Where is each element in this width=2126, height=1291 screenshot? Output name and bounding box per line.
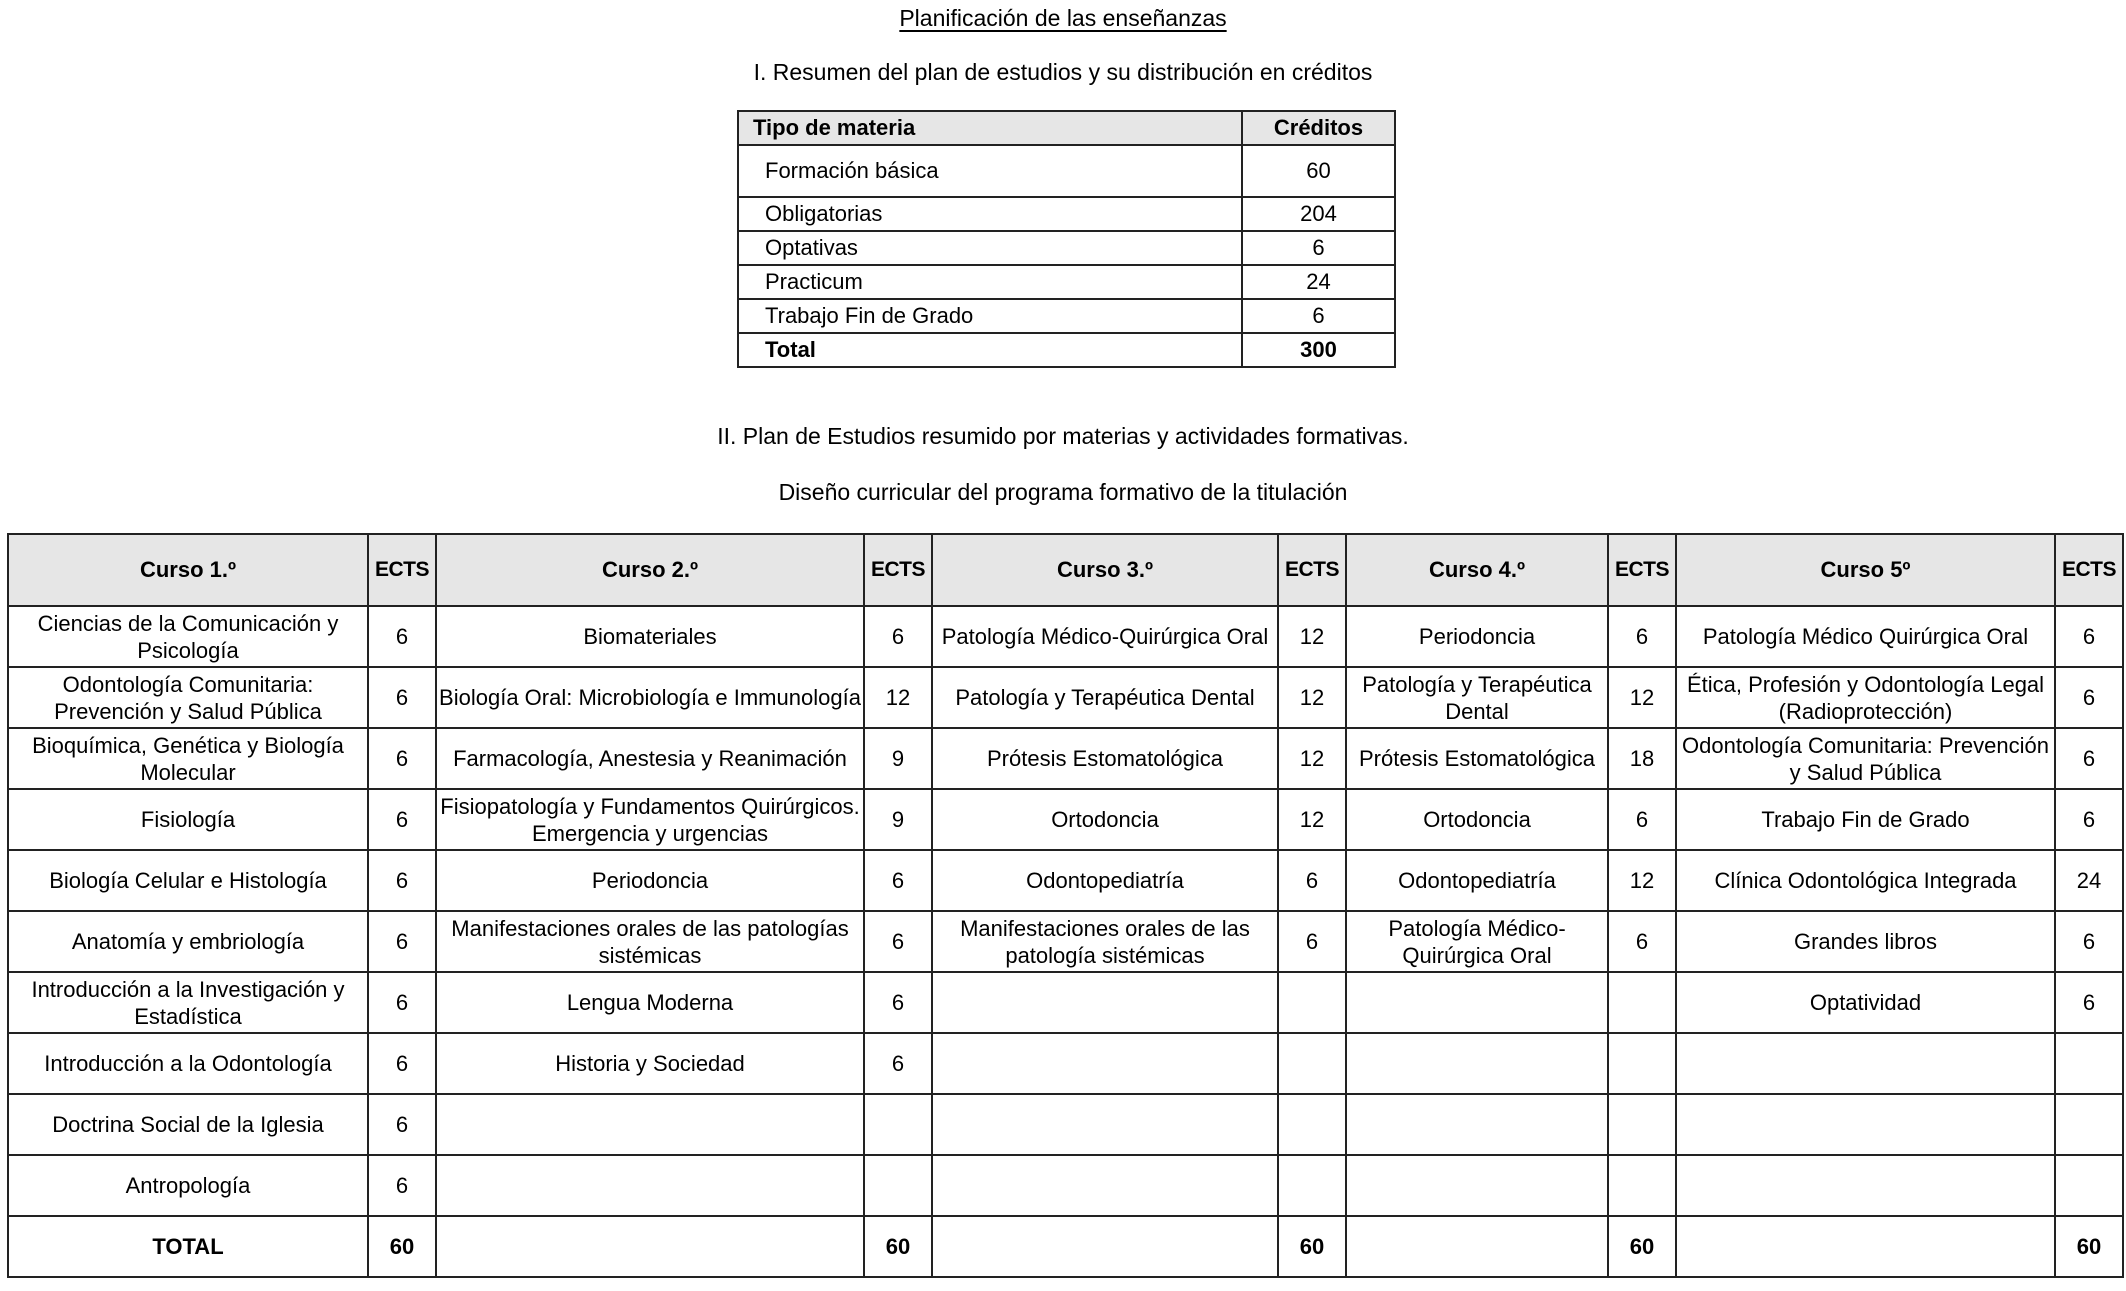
summary-header-tipo: Tipo de materia bbox=[738, 111, 1242, 145]
section-2-heading: II. Plan de Estudios resumido por materias y actividades formativas. bbox=[717, 423, 1409, 449]
subject-cell: Fisiología bbox=[8, 789, 368, 850]
summary-cell-type: Formación básica bbox=[738, 145, 1242, 197]
subject-cell: Manifestaciones orales de las patologías sistémicas bbox=[436, 911, 864, 972]
summary-cell-credits: 204 bbox=[1242, 197, 1395, 231]
subject-cell bbox=[1346, 972, 1608, 1033]
header-curso-1: Curso 1.º bbox=[8, 534, 368, 606]
subject-cell bbox=[1346, 1033, 1608, 1094]
ects-cell: 6 bbox=[368, 1094, 436, 1155]
ects-cell: 6 bbox=[368, 667, 436, 728]
curriculum-row bbox=[8, 728, 2123, 789]
header-curso-3: Curso 3.º bbox=[932, 534, 1278, 606]
subject-cell bbox=[932, 972, 1278, 1033]
section-1-heading: I. Resumen del plan de estudios y su distribución en créditos bbox=[753, 59, 1373, 85]
ects-cell bbox=[1608, 1094, 1676, 1155]
ects-cell: 12 bbox=[1278, 667, 1346, 728]
summary-header-creditos: Créditos bbox=[1242, 111, 1395, 145]
subject-cell: TOTAL bbox=[8, 1216, 368, 1277]
ects-cell: 6 bbox=[2055, 606, 2123, 667]
summary-header-row bbox=[738, 111, 1395, 145]
ects-cell: 18 bbox=[1608, 728, 1676, 789]
subject-cell bbox=[1346, 1155, 1608, 1216]
ects-cell: 60 bbox=[1608, 1216, 1676, 1277]
ects-cell: 9 bbox=[864, 728, 932, 789]
ects-cell: 6 bbox=[368, 911, 436, 972]
ects-cell: 6 bbox=[368, 728, 436, 789]
subject-cell bbox=[1676, 1033, 2055, 1094]
subject-cell: Ortodoncia bbox=[932, 789, 1278, 850]
subject-cell: Odontopediatría bbox=[1346, 850, 1608, 911]
subject-cell: Patología Médico-Quirúrgica Oral bbox=[932, 606, 1278, 667]
curriculum-row bbox=[8, 667, 2123, 728]
subject-cell: Periodoncia bbox=[1346, 606, 1608, 667]
summary-row bbox=[738, 197, 1395, 231]
summary-row bbox=[738, 231, 1395, 265]
ects-cell: 12 bbox=[1278, 728, 1346, 789]
subject-cell bbox=[436, 1094, 864, 1155]
header-curso-2: Curso 2.º bbox=[436, 534, 864, 606]
summary-row bbox=[738, 145, 1395, 197]
subject-cell: Odontología Comunitaria: Prevención y Salud Pública bbox=[1676, 728, 2055, 789]
subject-cell bbox=[932, 1155, 1278, 1216]
ects-cell: 60 bbox=[2055, 1216, 2123, 1277]
curriculum-row bbox=[8, 972, 2123, 1033]
subject-cell: Trabajo Fin de Grado bbox=[1676, 789, 2055, 850]
subject-cell: Historia y Sociedad bbox=[436, 1033, 864, 1094]
subject-cell: Antropología bbox=[8, 1155, 368, 1216]
header-ects: ECTS bbox=[1608, 534, 1676, 606]
section-2-subheading: Diseño curricular del programa formativo de la titulación bbox=[778, 479, 1348, 505]
subject-cell bbox=[1346, 1094, 1608, 1155]
ects-cell: 12 bbox=[1278, 789, 1346, 850]
subject-cell: Bioquímica, Genética y Biología Molecular bbox=[8, 728, 368, 789]
header-ects: ECTS bbox=[368, 534, 436, 606]
subject-cell: Ciencias de la Comunicación y Psicología bbox=[8, 606, 368, 667]
ects-cell bbox=[1608, 1033, 1676, 1094]
ects-cell: 6 bbox=[1278, 850, 1346, 911]
summary-cell-credits: 24 bbox=[1242, 265, 1395, 299]
ects-cell: 6 bbox=[368, 789, 436, 850]
summary-cell-type: Practicum bbox=[738, 265, 1242, 299]
ects-cell bbox=[1608, 1155, 1676, 1216]
curriculum-header-row bbox=[8, 534, 2123, 606]
summary-cell-type: Trabajo Fin de Grado bbox=[738, 299, 1242, 333]
subject-cell bbox=[932, 1033, 1278, 1094]
curriculum-body bbox=[8, 606, 2123, 1277]
subject-cell bbox=[932, 1216, 1278, 1277]
summary-cell-credits: 6 bbox=[1242, 299, 1395, 333]
ects-cell: 9 bbox=[864, 789, 932, 850]
curriculum-row bbox=[8, 1094, 2123, 1155]
subject-cell: Ortodoncia bbox=[1346, 789, 1608, 850]
ects-cell: 6 bbox=[864, 1033, 932, 1094]
ects-cell: 6 bbox=[864, 850, 932, 911]
ects-cell: 6 bbox=[1608, 789, 1676, 850]
subject-cell: Introducción a la Odontología bbox=[8, 1033, 368, 1094]
subject-cell: Prótesis Estomatológica bbox=[932, 728, 1278, 789]
subject-cell: Introducción a la Investigación y Estadística bbox=[8, 972, 368, 1033]
subject-cell: Lengua Moderna bbox=[436, 972, 864, 1033]
curriculum-row bbox=[8, 850, 2123, 911]
summary-total-row bbox=[738, 333, 1395, 367]
curriculum-total-row bbox=[8, 1216, 2123, 1277]
ects-cell: 6 bbox=[2055, 728, 2123, 789]
curriculum-row bbox=[8, 606, 2123, 667]
summary-cell-type: Obligatorias bbox=[738, 197, 1242, 231]
ects-cell: 6 bbox=[1608, 606, 1676, 667]
curriculum-row bbox=[8, 1155, 2123, 1216]
ects-cell: 6 bbox=[368, 972, 436, 1033]
ects-cell bbox=[864, 1094, 932, 1155]
subject-cell bbox=[932, 1094, 1278, 1155]
header-ects: ECTS bbox=[864, 534, 932, 606]
header-curso-5: Curso 5º bbox=[1676, 534, 2055, 606]
summary-total-label: Total bbox=[738, 333, 1242, 367]
ects-cell bbox=[2055, 1033, 2123, 1094]
ects-cell: 6 bbox=[368, 850, 436, 911]
ects-cell bbox=[1608, 972, 1676, 1033]
header-ects: ECTS bbox=[1278, 534, 1346, 606]
subject-cell: Farmacología, Anestesia y Reanimación bbox=[436, 728, 864, 789]
ects-cell: 6 bbox=[368, 1033, 436, 1094]
subject-cell: Ética, Profesión y Odontología Legal (Radioprotección) bbox=[1676, 667, 2055, 728]
header-curso-4: Curso 4.º bbox=[1346, 534, 1608, 606]
document-title: Planificación de las enseñanzas bbox=[899, 5, 1227, 31]
subject-cell: Patología Médico Quirúrgica Oral bbox=[1676, 606, 2055, 667]
ects-cell: 6 bbox=[2055, 789, 2123, 850]
curriculum-table bbox=[7, 533, 2124, 1278]
subject-cell: Odontología Comunitaria: Prevención y Salud Pública bbox=[8, 667, 368, 728]
subject-cell: Fisiopatología y Fundamentos Quirúrgicos. Emergencia y urgencias bbox=[436, 789, 864, 850]
ects-cell: 6 bbox=[2055, 667, 2123, 728]
ects-cell: 60 bbox=[1278, 1216, 1346, 1277]
summary-row bbox=[738, 299, 1395, 333]
ects-cell bbox=[1278, 1094, 1346, 1155]
ects-cell: 6 bbox=[2055, 972, 2123, 1033]
ects-cell: 6 bbox=[368, 1155, 436, 1216]
subject-cell: Biología Celular e Histología bbox=[8, 850, 368, 911]
ects-cell: 6 bbox=[1608, 911, 1676, 972]
curriculum-row bbox=[8, 1033, 2123, 1094]
subject-cell: Optatividad bbox=[1676, 972, 2055, 1033]
subject-cell: Patología y Terapéutica Dental bbox=[932, 667, 1278, 728]
subject-cell bbox=[436, 1216, 864, 1277]
ects-cell: 6 bbox=[864, 606, 932, 667]
subject-cell: Biología Oral: Microbiología e Immunología bbox=[436, 667, 864, 728]
subject-cell bbox=[1676, 1216, 2055, 1277]
subject-cell: Periodoncia bbox=[436, 850, 864, 911]
subject-cell: Clínica Odontológica Integrada bbox=[1676, 850, 2055, 911]
summary-total-value: 300 bbox=[1242, 333, 1395, 367]
subject-cell bbox=[1346, 1216, 1608, 1277]
subject-cell: Doctrina Social de la Iglesia bbox=[8, 1094, 368, 1155]
ects-cell: 6 bbox=[864, 972, 932, 1033]
subject-cell bbox=[1676, 1155, 2055, 1216]
ects-cell: 6 bbox=[2055, 911, 2123, 972]
subject-cell: Anatomía y embriología bbox=[8, 911, 368, 972]
summary-row bbox=[738, 265, 1395, 299]
ects-cell bbox=[864, 1155, 932, 1216]
ects-cell: 60 bbox=[368, 1216, 436, 1277]
subject-cell: Patología Médico-Quirúrgica Oral bbox=[1346, 911, 1608, 972]
ects-cell: 12 bbox=[1608, 667, 1676, 728]
summary-cell-credits: 60 bbox=[1242, 145, 1395, 197]
subject-cell: Odontopediatría bbox=[932, 850, 1278, 911]
ects-cell: 60 bbox=[864, 1216, 932, 1277]
subject-cell bbox=[436, 1155, 864, 1216]
header-ects: ECTS bbox=[2055, 534, 2123, 606]
summary-cell-credits: 6 bbox=[1242, 231, 1395, 265]
ects-cell: 6 bbox=[368, 606, 436, 667]
credits-summary-table bbox=[737, 110, 1396, 368]
summary-cell-type: Optativas bbox=[738, 231, 1242, 265]
ects-cell: 6 bbox=[864, 911, 932, 972]
ects-cell: 6 bbox=[1278, 911, 1346, 972]
ects-cell bbox=[2055, 1155, 2123, 1216]
ects-cell: 24 bbox=[2055, 850, 2123, 911]
ects-cell bbox=[1278, 972, 1346, 1033]
subject-cell: Manifestaciones orales de las patología sistémicas bbox=[932, 911, 1278, 972]
ects-cell bbox=[1278, 1033, 1346, 1094]
curriculum-row bbox=[8, 911, 2123, 972]
subject-cell: Biomateriales bbox=[436, 606, 864, 667]
subject-cell: Patología y Terapéutica Dental bbox=[1346, 667, 1608, 728]
ects-cell: 12 bbox=[1278, 606, 1346, 667]
ects-cell bbox=[1278, 1155, 1346, 1216]
subject-cell bbox=[1676, 1094, 2055, 1155]
ects-cell bbox=[2055, 1094, 2123, 1155]
ects-cell: 12 bbox=[1608, 850, 1676, 911]
subject-cell: Prótesis Estomatológica bbox=[1346, 728, 1608, 789]
ects-cell: 12 bbox=[864, 667, 932, 728]
curriculum-row bbox=[8, 789, 2123, 850]
subject-cell: Grandes libros bbox=[1676, 911, 2055, 972]
